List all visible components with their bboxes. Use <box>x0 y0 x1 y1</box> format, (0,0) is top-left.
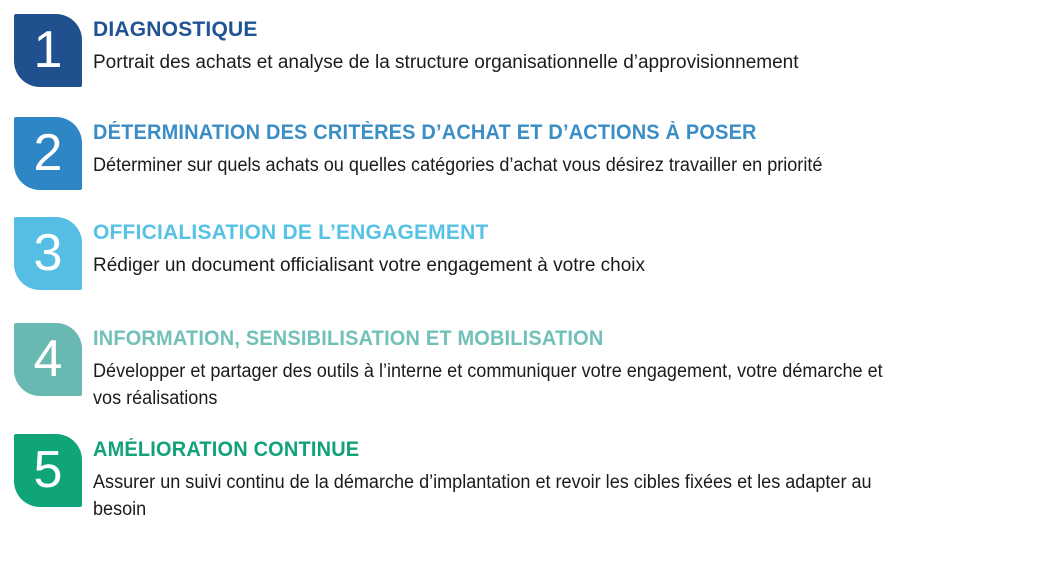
step-4-number-badge: 4 <box>14 323 82 396</box>
step-2-title: DÉTERMINATION DES CRITÈRES D’ACHAT ET D’ACTIONS À POSER <box>93 121 757 144</box>
step-row-4 <box>14 323 1039 412</box>
step-5-title: AMÉLIORATION CONTINUE <box>93 438 360 462</box>
step-row-3 <box>14 217 1039 290</box>
step-4-description: Développer et partager des outils à l’interne et communiquer votre engagement, votre démarche et vos réalisations <box>93 361 883 410</box>
step-3-text <box>93 217 1039 279</box>
step-1-text <box>93 14 1039 76</box>
step-5-description: Assurer un suivi continu de la démarche d’implantation et revoir les cibles fixées et les adapter au besoin <box>93 472 872 521</box>
step-3-title: OFFICIALISATION DE L’ENGAGEMENT <box>93 221 489 244</box>
step-2-number-badge: 2 <box>14 117 82 190</box>
step-row-1 <box>14 14 1039 87</box>
step-4-text <box>93 323 1039 412</box>
step-2-description: Déterminer sur quels achats ou quelles catégories d’achat vous désirez travailler en priorité <box>93 155 823 177</box>
step-row-2 <box>14 117 1039 190</box>
step-3-description: Rédiger un document officialisant votre engagement à votre choix <box>93 255 646 277</box>
step-2-text <box>93 117 1039 179</box>
step-5-text <box>93 434 1039 523</box>
step-5-number-badge: 5 <box>14 434 82 507</box>
step-4-title: INFORMATION, SENSIBILISATION ET MOBILISATION <box>93 327 604 350</box>
step-1-number-badge: 1 <box>14 14 82 87</box>
step-row-5 <box>14 434 1039 523</box>
step-1-description: Portrait des achats et analyse de la structure organisationnelle d’approvisionnement <box>93 52 799 74</box>
step-1-title: DIAGNOSTIQUE <box>93 18 258 41</box>
step-3-number-badge: 3 <box>14 217 82 290</box>
